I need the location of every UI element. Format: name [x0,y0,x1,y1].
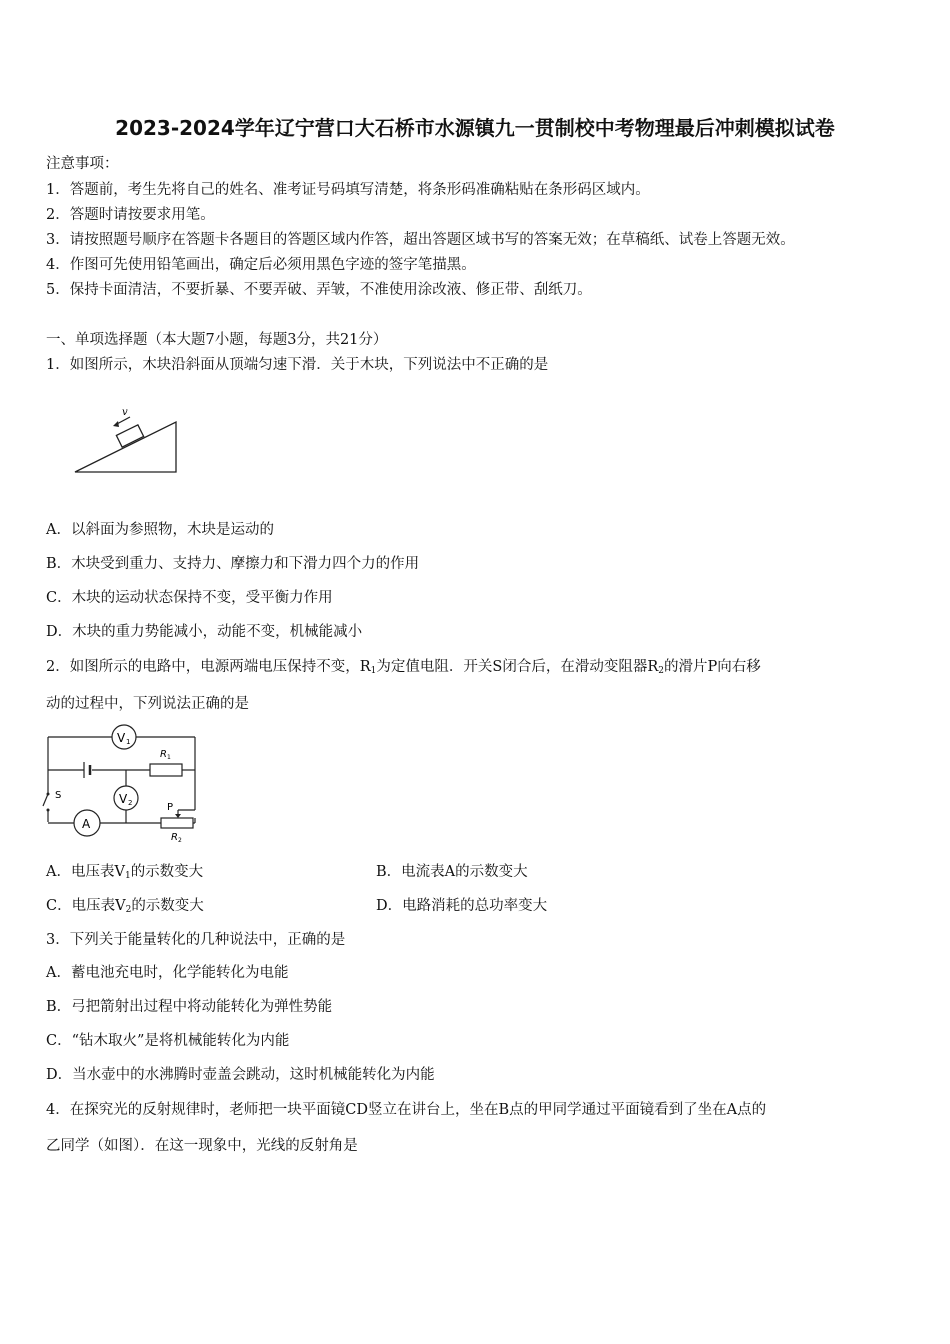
svg-text:V: V [117,731,126,745]
ammeter-a [74,810,100,836]
svg-text:P: P [167,802,174,813]
question-3-option-b: B．弓把箭射出过程中将动能转化为弹性势能 [46,999,333,1015]
question-1-stem: 1．如图所示，木块沿斜面从顶端匀速下滑．关于木块，下列说法中不正确的是 [46,357,549,373]
question-2-option-b: B．电流表A的示数变大 [376,864,528,880]
note-item: 5．保持卡面清洁，不要折暴、不要弄破、弄皱，不准使用涂改液、修正带、刮纸刀。 [46,282,592,298]
page-title: 2023-2024学年辽宁营口大石桥市水源镇九一贯制校中考物理最后冲刺模拟试卷 [115,116,835,140]
notes-heading: 注意事项： [46,156,119,172]
section-heading: 一、单项选择题（本大题7小题，每题3分，共21分） [46,332,388,348]
question-3-option-d: D．当水壶中的水沸腾时壶盖会跳动，这时机械能转化为内能 [46,1067,435,1083]
question-2-option-a: A．电压表$V_1$的示数变大 [46,864,204,881]
question-2-stem-line1: 2．如图所示的电路中，电源两端电压保持不变，$R_1$为定值电阻．开关S闭合后，在滑动变阻器$R_2$的滑片P向右移 [46,659,761,676]
question-2-stem-line2: 动的过程中，下列说法正确的是 [46,696,249,712]
rheostat-r2 [161,802,195,844]
question-1-option-b: B．木块受到重力、支持力、摩擦力和下滑力四个力的作用 [46,556,420,572]
battery [84,762,90,778]
voltmeter-v2 [114,786,138,810]
note-item: 1．答题前，考生先将自己的姓名、准考证号码填写清楚，将条形码准确粘贴在条形码区域内。 [46,182,650,198]
question-1-option-c: C．木块的运动状态保持不变，受平衡力作用 [46,590,333,606]
svg-text:1: 1 [126,738,131,746]
question-3-option-c: C．“钻木取火”是将机械能转化为内能 [46,1033,290,1049]
question-2-option-c: C．电压表$V_2$的示数变大 [46,898,204,915]
incline-triangle [75,422,176,472]
question-3-option-a: A．蓄电池充电时，化学能转化为电能 [46,965,289,981]
question-1-option-a: A．以斜面为参照物，木块是运动的 [46,522,274,538]
question-2-option-d: D．电路消耗的总功率变大 [376,898,548,914]
incline-figure [70,404,185,476]
question-4-stem-line2: 乙同学（如图）．在这一现象中，光线的反射角是 [46,1138,358,1154]
svg-text:A: A [82,817,91,831]
resistor-r1 [150,749,182,776]
circuit-figure [40,722,200,846]
svg-text:2: 2 [178,837,182,844]
note-item: 3．请按照题号顺序在答题卡各题目的答题区域内作答，超出答题区域书写的答案无效；在草稿纸、试卷上答题无效。 [46,232,795,248]
velocity-label: v [122,407,128,418]
switch-s [43,790,61,812]
svg-text:S: S [55,790,62,801]
voltmeter-v1 [112,725,136,749]
svg-text:R: R [160,749,167,760]
note-item: 4．作图可先使用铅笔画出，确定后必须用黑色字迹的签字笔描黑。 [46,257,476,273]
svg-text:2: 2 [128,799,133,807]
wooden-block [116,425,143,447]
velocity-arrowhead [113,421,119,427]
svg-text:1: 1 [167,754,171,761]
question-4-stem-line1: 4．在探究光的反射规律时，老师把一块平面镜CD竖立在讲台上，坐在B点的甲同学通过平面镜看到了坐在A点的 [46,1102,767,1118]
svg-text:R: R [171,832,178,843]
question-3-stem: 3．下列关于能量转化的几种说法中，正确的是 [46,932,346,948]
svg-text:V: V [119,792,128,806]
note-item: 2．答题时请按要求用笔。 [46,207,215,223]
question-1-option-d: D．木块的重力势能减小，动能不变，机械能减小 [46,624,363,640]
